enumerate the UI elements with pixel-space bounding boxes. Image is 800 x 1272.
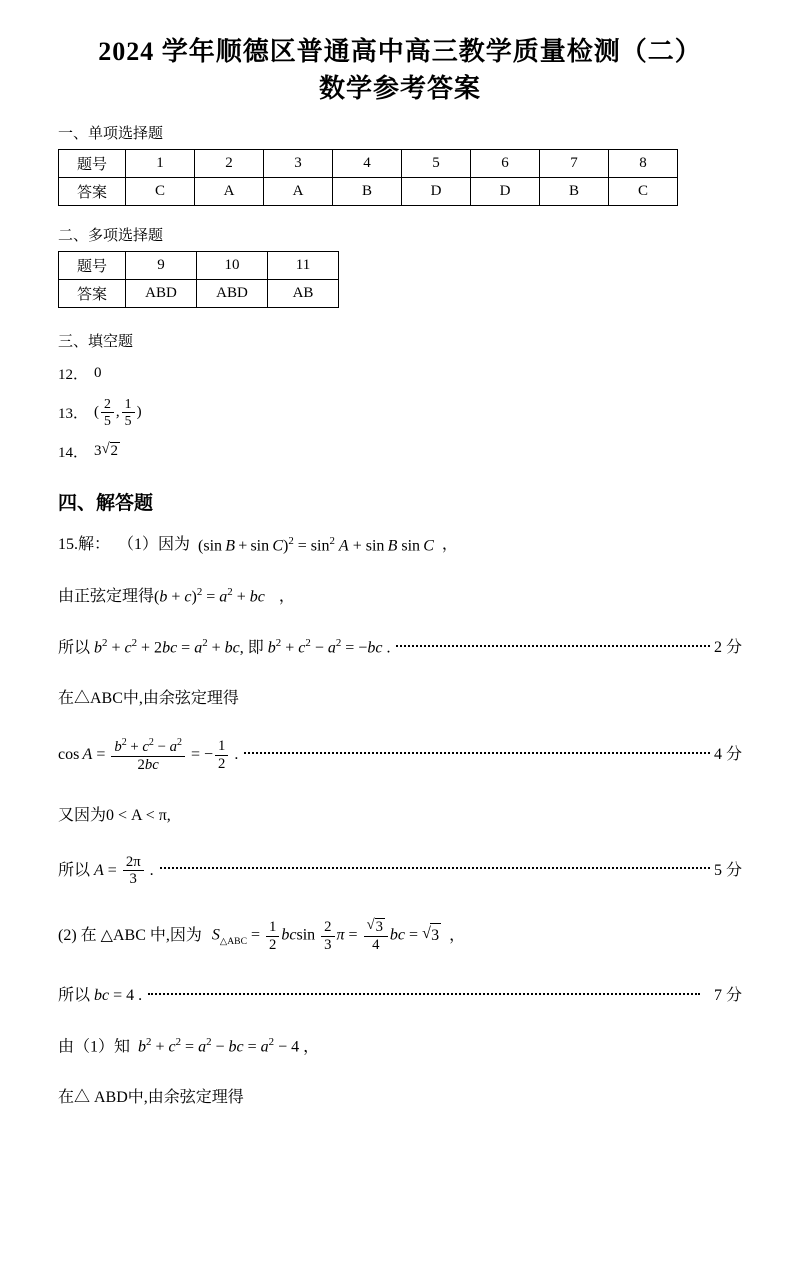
answer-cell: D xyxy=(402,178,471,206)
row-header-answer: 答案 xyxy=(59,178,126,206)
fill-blank-item-13 xyxy=(58,396,742,429)
question-number: 10 xyxy=(197,252,268,280)
score-marker: 2 分 xyxy=(713,639,742,657)
section-solution-label: 四、解答题 xyxy=(58,492,154,514)
question-number: 8 xyxy=(609,150,678,178)
part-2-label: (2) 在 △ABC 中,因为 xyxy=(58,927,202,945)
fill-blank-value: ( $\frac{2}{5}$ , $\frac{1}{5}$ ) xyxy=(94,396,142,428)
fraction: $\frac{2\pi}{3}$ xyxy=(123,854,144,889)
score-marker: 4 分 xyxy=(713,746,742,764)
solution-15-line-4 xyxy=(58,687,742,711)
question-number: 4 xyxy=(333,150,402,178)
leader-dots xyxy=(148,993,700,995)
table-row xyxy=(59,252,339,280)
section-fill-blank-label: 三、填空题 xyxy=(58,334,134,351)
document-title xyxy=(0,0,800,108)
question-number: 6 xyxy=(471,150,540,178)
formula: 所以 $b^2 + c^2 + 2bc = a^2$ + bc, 即 $b^2 + c^2 - a^2 = -bc$ . xyxy=(58,637,391,657)
part-1-label: （1）因为 xyxy=(118,536,191,554)
table-row xyxy=(59,150,678,178)
fill-blank-number: 12． xyxy=(58,367,89,384)
answer-cell: C xyxy=(609,178,678,206)
question-number: 7 xyxy=(540,150,609,178)
question-number: 3 xyxy=(264,150,333,178)
score-marker: 5 分 xyxy=(713,861,742,879)
solution-15-line-2 xyxy=(58,584,742,609)
fraction-1-5: $\frac{1}{5}$ xyxy=(122,396,135,429)
question-number: 2 xyxy=(195,150,264,178)
section-multi-choice-label: 二、多项选择题 xyxy=(58,228,164,245)
answer-cell: B xyxy=(540,178,609,206)
leader-dots xyxy=(396,645,710,647)
solution-15-line-11 xyxy=(58,1086,742,1110)
answer-cell: D xyxy=(471,178,540,206)
solution-lead: 15.解： xyxy=(58,536,111,554)
fill-blank-value: 3 √ 2 xyxy=(94,442,120,460)
answer-cell: A xyxy=(264,178,333,206)
fraction-2-5: $\frac{2}{5}$ xyxy=(101,396,114,429)
fill-blank-number: 13． xyxy=(58,405,89,422)
solution-15-line-8 xyxy=(58,918,742,954)
fill-blank-item-14 xyxy=(58,441,742,462)
solution-15-line-7 xyxy=(58,854,742,889)
question-number: 1 xyxy=(126,150,195,178)
fill-blank-number: 14． xyxy=(58,444,89,461)
multi-choice-table xyxy=(58,251,339,308)
formula: 由（1）知 $b^2 + c^2 = a^2$ − bc = $a^2 - 4$ ， xyxy=(58,1036,320,1056)
formula: 所以 bc = 4 . xyxy=(58,987,143,1005)
fraction: $\frac{2}{3}$ xyxy=(321,919,334,954)
formula: $S_{\triangle ABC}$ = $\frac{1}{2}$ bcsin $\frac{2}{3}$ π = √ $\frac{3}{4}$ bc = √ 3 xyxy=(212,918,441,954)
row-header-question: 题号 xyxy=(59,252,126,280)
fraction: $\frac{1}{2}$ xyxy=(266,919,279,954)
fraction: $\frac{b^2 + c^2 - a^2}{2bc}$ xyxy=(111,737,185,774)
solution-15-line-10 xyxy=(58,1034,742,1059)
question-number: 11 xyxy=(268,252,339,280)
formula: 在△ABC中,由余弦定理得 xyxy=(58,689,239,707)
title-line-1: 2024 学年顺德区普通高中高三教学质量检测（二） xyxy=(98,37,702,66)
row-header-answer: 答案 xyxy=(59,280,126,308)
solution-15-line-6 xyxy=(58,804,742,828)
fraction: $\frac{1}{2}$ xyxy=(215,738,228,773)
answer-cell: A xyxy=(195,178,264,206)
solution-15-line-1 xyxy=(58,533,742,558)
fill-blank-value: 0 xyxy=(94,365,102,382)
formula-end: ， xyxy=(449,927,466,945)
single-choice-table xyxy=(58,149,678,206)
question-number: 5 xyxy=(402,150,471,178)
fill-blank-item-12 xyxy=(58,363,742,384)
row-header-question: 题号 xyxy=(59,150,126,178)
formula: 在△ ABD中,由余弦定理得 xyxy=(58,1088,244,1106)
fraction: √ $\frac{3}{4}$ xyxy=(364,918,388,954)
answer-cell: ABD xyxy=(197,280,268,308)
answer-cell: B xyxy=(333,178,402,206)
table-row xyxy=(59,178,678,206)
answer-cell: AB xyxy=(268,280,339,308)
formula: $(b + c)^2 = a^2$ + bc xyxy=(154,586,265,606)
solution-15-line-5 xyxy=(58,737,742,774)
table-row xyxy=(59,280,339,308)
solution-15-line-3 xyxy=(58,635,742,660)
formula: cos A = $\frac{b^2 + c^2 - a^2}{2bc}$ = − $\frac{1}{2}$ . xyxy=(58,736,239,773)
answer-cell: ABD xyxy=(126,280,197,308)
score-marker: 7 分 xyxy=(713,987,742,1005)
formula: 所以 A = $\frac{2\pi}{3}$ . xyxy=(58,853,154,888)
answer-cell: C xyxy=(126,178,195,206)
formula: 又因为0 < A < π, xyxy=(58,806,171,824)
question-number: 9 xyxy=(126,252,197,280)
sqrt-symbol: √ 2 xyxy=(102,442,121,460)
formula-end: ， xyxy=(441,536,458,554)
solution-15-line-9 xyxy=(58,984,742,1008)
title-line-2: 数学参考答案 xyxy=(318,74,481,104)
section-single-choice-label: 一、单项选择题 xyxy=(58,126,164,143)
leader-dots xyxy=(160,867,710,869)
formula-end: ， xyxy=(278,587,295,605)
formula: (sin $B + \sin C)^2 = \sin^2 A + \sin B$ sin C xyxy=(198,534,434,555)
line-prefix: 由正弦定理得 xyxy=(58,587,155,605)
leader-dots xyxy=(244,752,710,754)
